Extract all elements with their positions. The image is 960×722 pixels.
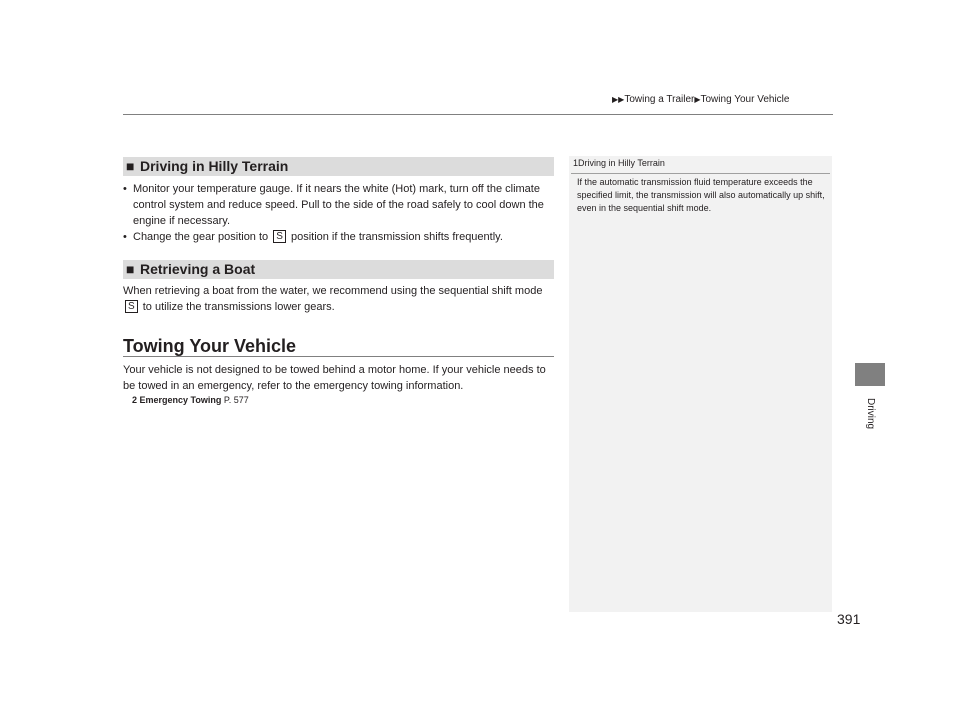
- breadcrumb-arrow-icon: ▶▶: [612, 95, 625, 104]
- breadcrumb-separator-icon: ▶: [694, 95, 701, 104]
- note-divider: [571, 173, 830, 174]
- section-header-hilly-terrain: [123, 157, 554, 176]
- note-body: If the automatic transmission fluid temperature exceeds the specified limit, the transmission will also automatically up shift, even in the sequential shift mode.: [577, 177, 825, 213]
- breadcrumb-link-towing-trailer[interactable]: Towing a Trailer: [624, 94, 695, 105]
- breadcrumb-current: Towing Your Vehicle: [700, 94, 790, 105]
- cross-reference-link[interactable]: [132, 395, 249, 405]
- gear-key-s-icon: S: [273, 230, 286, 243]
- chapter-tab-label: Driving: [865, 398, 876, 430]
- xref-page: P. 577: [223, 395, 249, 405]
- xref-title: Emergency Towing: [139, 395, 222, 405]
- heading-divider: [123, 356, 554, 357]
- section-title: Driving in Hilly Terrain: [140, 158, 289, 174]
- paragraph-text-pre: When retrieving a boat from the water, we recommend using the sequential shift mode: [123, 285, 543, 297]
- paragraph-text-post: to utilize the transmissions lower gears.: [142, 301, 335, 313]
- note-marker-icon: 1: [573, 158, 579, 168]
- list-item: [123, 181, 557, 229]
- section-header-retrieving-boat: [123, 260, 554, 279]
- towing-heading: Towing Your Vehicle: [123, 336, 297, 356]
- header-divider: [123, 114, 833, 115]
- list-item-text-pre: Change the gear position to: [133, 231, 269, 243]
- bullet-dot-icon: •: [123, 231, 127, 243]
- reference-arrow-icon: 2: [132, 395, 138, 405]
- towing-paragraph: Your vehicle is not designed to be towed behind a motor home. If your vehicle needs to be towed in an emergency, refer to the emergency towing information.: [123, 364, 546, 392]
- breadcrumb: [612, 94, 789, 105]
- section-title: Retrieving a Boat: [140, 261, 256, 277]
- list-item-text: Monitor your temperature gauge. If it nears the white (Hot) mark, turn off the climate control system and reduce speed. Pull to the side of the road safely to cool down the engine if necessary.: [133, 183, 544, 227]
- list-item-text-post: position if the transmission shifts frequently.: [290, 231, 503, 243]
- side-note-panel: [569, 156, 832, 612]
- chapter-tab[interactable]: [855, 363, 885, 386]
- list-item: [123, 229, 557, 245]
- gear-key-s-icon: S: [125, 300, 138, 313]
- note-title: [573, 158, 665, 168]
- page-number: 391: [837, 611, 861, 627]
- square-bullet-icon: ■: [126, 261, 135, 277]
- note-title-text: Driving in Hilly Terrain: [578, 158, 665, 168]
- retrieving-boat-paragraph: [123, 283, 557, 315]
- bullet-dot-icon: •: [123, 183, 127, 195]
- square-bullet-icon: ■: [126, 158, 135, 174]
- hilly-terrain-list: [123, 181, 557, 245]
